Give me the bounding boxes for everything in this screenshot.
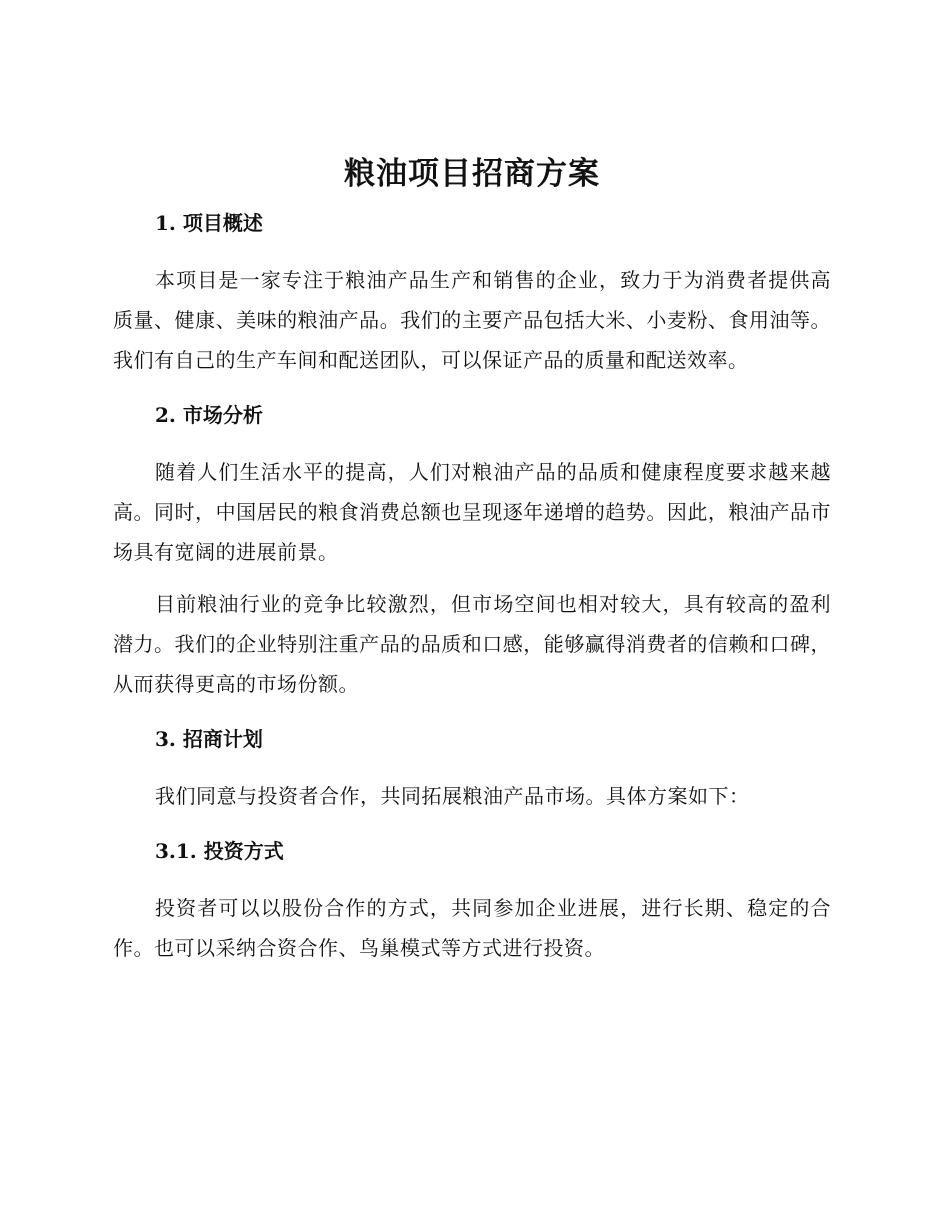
- section-heading: 2. 市场分析: [155, 403, 263, 427]
- paragraph: 目前粮油行业的竞争比较激烈，但市场空间也相对较大，具有较高的盈利潜力。我们的企业特别注重产品的品质和口感，能够赢得消费者的信赖和口碑，从而获得更高的市场份额。: [113, 592, 831, 696]
- document-title: 粮油项目招商方案: [344, 156, 600, 192]
- document-body: [113, 146, 831, 968]
- section-investment-plan: [113, 722, 831, 816]
- section-heading: 3.1. 投资方式: [155, 839, 284, 863]
- section-heading: 1. 项目概述: [155, 211, 263, 235]
- section-investment-method: [113, 834, 831, 968]
- paragraph: 我们同意与投资者合作，共同拓展粮油产品市场。具体方案如下：: [155, 784, 750, 808]
- paragraph: 投资者可以以股份合作的方式，共同参加企业进展，进行长期、稳定的合作。也可以采纳合资合作、鸟巢模式等方式进行投资。: [113, 896, 831, 960]
- paragraph: 本项目是一家专注于粮油产品生产和销售的企业，致力于为消费者提供高质量、健康、美味的粮油产品。我们的主要产品包括大米、小麦粉、食用油等。我们有自己的生产车间和配送团队，可以保证产品的质量和配送效率。: [113, 268, 831, 372]
- section-overview: [113, 206, 831, 380]
- paragraph: 随着人们生活水平的提高，人们对粮油产品的品质和健康程度要求越来越高。同时，中国居民的粮食消费总额也呈现逐年递增的趋势。因此，粮油产品市场具有宽阔的进展前景。: [113, 460, 831, 564]
- section-market-analysis: [113, 398, 831, 704]
- section-heading: 3. 招商计划: [155, 727, 263, 751]
